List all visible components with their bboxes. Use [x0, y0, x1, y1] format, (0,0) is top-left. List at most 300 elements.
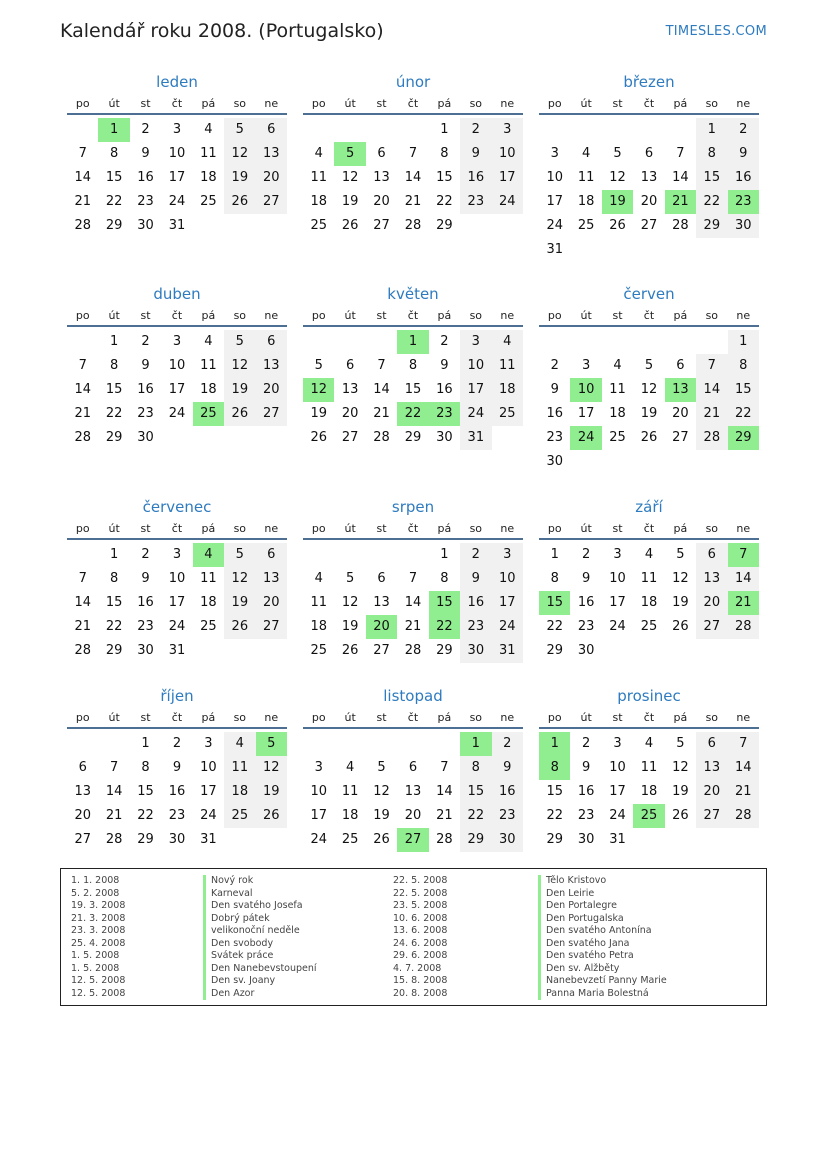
day-cell: 13: [640, 170, 658, 185]
day-cell: 6: [345, 358, 355, 373]
day-cell: 20: [256, 591, 287, 615]
day-cell: 4: [644, 736, 654, 751]
day-cell: 5: [224, 543, 255, 567]
weekday-label: út: [344, 97, 356, 110]
day-cell: 25: [492, 402, 523, 426]
day-cell: 23: [137, 194, 154, 209]
brand-link[interactable]: TIMESLES.COM: [665, 24, 767, 39]
day-cell: 18: [609, 406, 626, 421]
day-cell: 7: [408, 571, 418, 586]
weekday-label: čt: [643, 97, 655, 110]
month-calendar: [539, 497, 759, 663]
legend-date: 4. 7. 2008: [393, 962, 442, 974]
empty-day-cell: [397, 543, 428, 567]
day-cell: 19: [310, 406, 327, 421]
month-calendar: [67, 497, 287, 663]
day-cell: 14: [728, 567, 759, 591]
weekday-label: út: [108, 309, 120, 322]
weekday-label: čt: [407, 711, 419, 724]
day-cell: 3: [613, 736, 622, 751]
day-cell: 8: [109, 146, 119, 161]
day-cell: 7: [408, 146, 418, 161]
day-cell: 29: [137, 832, 154, 847]
day-cell: 24: [492, 190, 523, 214]
day-cell: 19: [224, 591, 255, 615]
legend-holiday-name: Nanebevzetí Panny Marie: [538, 975, 667, 988]
day-cell: 2: [440, 334, 449, 349]
day-cell: 29: [105, 218, 123, 233]
legend-holiday-name: Tělo Kristovo: [538, 875, 667, 888]
day-cell: 26: [672, 619, 689, 634]
day-cell: 14: [74, 595, 91, 610]
day-cell: 17: [168, 382, 186, 397]
legend-names-col-2: [538, 875, 667, 1000]
day-cell: 17: [492, 166, 523, 190]
day-cell: 6: [408, 760, 418, 775]
day-cell: 9: [460, 567, 491, 591]
day-cell: 15: [105, 382, 123, 397]
weekday-label: út: [580, 522, 592, 535]
day-cell: 10: [492, 142, 523, 166]
weekday-label: ne: [736, 97, 751, 110]
month-calendar: [303, 686, 523, 852]
day-cell: 2: [728, 118, 759, 142]
holiday-day-cell: 29: [728, 426, 759, 450]
legend-holiday-name: Den Portalegre: [538, 900, 667, 913]
day-grid: [67, 732, 287, 852]
month-name: prosinec: [617, 687, 681, 705]
day-cell: 13: [256, 354, 287, 378]
day-cell: 13: [696, 756, 727, 780]
day-cell: 27: [256, 190, 287, 214]
day-cell: 22: [728, 402, 759, 426]
legend-names-col-1: [203, 875, 317, 1000]
day-cell: 24: [168, 406, 186, 421]
day-cell: 28: [696, 426, 727, 450]
day-cell: 10: [609, 760, 626, 775]
day-grid: [303, 543, 523, 663]
weekday-header: [539, 306, 759, 327]
weekday-label: čt: [643, 309, 655, 322]
weekday-label: čt: [171, 522, 183, 535]
day-cell: 21: [373, 406, 390, 421]
month-name: květen: [387, 285, 439, 303]
day-cell: 18: [310, 619, 327, 634]
holiday-day-cell: 1: [460, 732, 491, 756]
day-cell: 17: [577, 406, 595, 421]
day-cell: 3: [314, 760, 323, 775]
weekday-label: po: [547, 522, 562, 535]
legend-date: 15. 8. 2008: [393, 975, 448, 986]
legend-date: 12. 5. 2008: [71, 975, 126, 986]
weekday-label: po: [547, 309, 562, 322]
day-cell: 7: [440, 760, 449, 775]
empty-day-cell: [665, 330, 696, 354]
day-cell: 23: [137, 619, 154, 634]
day-cell: 9: [460, 142, 491, 166]
day-cell: 21: [696, 402, 727, 426]
day-cell: 31: [168, 218, 186, 233]
day-cell: 21: [105, 808, 123, 823]
day-cell: 20: [341, 406, 359, 421]
day-grid: [303, 732, 523, 852]
day-cell: 5: [644, 358, 654, 373]
month-name: listopad: [383, 687, 443, 705]
legend-date: 23. 5. 2008: [393, 900, 448, 911]
day-cell: 4: [314, 146, 323, 161]
day-cell: 13: [373, 170, 390, 185]
weekday-label: so: [469, 309, 483, 322]
weekday-header: [303, 708, 523, 729]
weekday-header: [539, 519, 759, 540]
weekday-label: ne: [736, 711, 751, 724]
legend-date: 1. 5. 2008: [71, 962, 120, 974]
legend-date: 10. 6. 2008: [393, 912, 448, 924]
day-cell: 1: [440, 122, 449, 137]
weekday-header: [303, 519, 523, 540]
day-cell: 19: [672, 784, 689, 799]
day-cell: 12: [224, 354, 255, 378]
day-cell: 27: [341, 430, 359, 445]
legend-date: 23. 3. 2008: [71, 925, 126, 936]
weekday-label: pá: [673, 309, 688, 322]
day-cell: 30: [137, 430, 154, 445]
empty-day-cell: [570, 118, 601, 142]
day-cell: 13: [404, 784, 422, 799]
day-cell: 3: [550, 146, 559, 161]
legend-date: 29. 6. 2008: [393, 950, 448, 961]
empty-day-cell: [334, 732, 365, 756]
day-cell: 28: [404, 643, 422, 658]
day-cell: 18: [200, 595, 217, 610]
day-cell: 15: [105, 595, 123, 610]
day-cell: 24: [310, 832, 327, 847]
weekday-label: ne: [264, 522, 279, 535]
day-cell: 19: [672, 595, 689, 610]
day-cell: 26: [609, 218, 626, 233]
day-cell: 4: [492, 330, 523, 354]
day-cell: 27: [640, 218, 658, 233]
empty-day-cell: [570, 330, 601, 354]
weekday-label: so: [469, 522, 483, 535]
weekday-label: pá: [437, 522, 452, 535]
day-cell: 29: [460, 828, 491, 852]
weekday-label: ne: [500, 97, 515, 110]
holiday-day-cell: 5: [256, 732, 287, 756]
day-cell: 2: [460, 543, 491, 567]
day-cell: 9: [440, 358, 449, 373]
weekday-label: so: [705, 522, 719, 535]
holiday-day-cell: 27: [397, 828, 428, 852]
weekday-label: čt: [171, 97, 183, 110]
weekday-label: po: [311, 711, 326, 724]
day-cell: 12: [341, 170, 359, 185]
day-cell: 26: [224, 190, 255, 214]
weekday-label: ne: [736, 522, 751, 535]
day-cell: 9: [581, 760, 591, 775]
day-cell: 27: [373, 643, 390, 658]
weekday-label: po: [311, 309, 326, 322]
weekday-label: st: [140, 309, 151, 322]
empty-day-cell: [397, 118, 428, 142]
month-name: únor: [395, 73, 431, 91]
holiday-day-cell: 1: [98, 118, 129, 142]
day-cell: 1: [141, 736, 150, 751]
holiday-day-cell: 1: [397, 330, 428, 354]
day-cell: 19: [341, 194, 359, 209]
day-cell: 6: [377, 146, 386, 161]
day-cell: 23: [492, 804, 523, 828]
day-cell: 29: [436, 218, 453, 233]
holiday-day-cell: 21: [665, 190, 696, 214]
day-cell: 16: [137, 382, 154, 397]
day-cell: 17: [609, 784, 626, 799]
day-cell: 29: [404, 430, 422, 445]
day-cell: 28: [74, 218, 91, 233]
weekday-label: st: [140, 97, 151, 110]
day-grid: [539, 732, 759, 852]
day-cell: 5: [314, 358, 323, 373]
day-cell: 28: [373, 430, 390, 445]
day-cell: 15: [137, 784, 154, 799]
day-cell: 13: [341, 382, 359, 397]
day-cell: 3: [172, 547, 182, 562]
day-cell: 3: [492, 543, 523, 567]
weekday-header: [67, 306, 287, 327]
empty-day-cell: [334, 543, 365, 567]
day-cell: 7: [109, 760, 119, 775]
day-cell: 22: [546, 808, 563, 823]
holiday-day-cell: 23: [429, 402, 460, 426]
day-cell: 30: [492, 828, 523, 852]
day-cell: 12: [640, 382, 658, 397]
holiday-day-cell: 19: [602, 190, 633, 214]
holiday-day-cell: 23: [728, 190, 759, 214]
day-cell: 11: [224, 756, 255, 780]
day-cell: 27: [696, 804, 727, 828]
month-name: červenec: [142, 498, 212, 516]
legend-date: 24. 6. 2008: [393, 937, 448, 949]
legend-holiday-name: Nový rok: [203, 875, 317, 888]
day-cell: 26: [310, 430, 327, 445]
day-cell: 24: [200, 808, 217, 823]
day-cell: 8: [408, 358, 418, 373]
weekday-label: so: [233, 97, 247, 110]
day-cell: 30: [577, 643, 595, 658]
weekday-label: pá: [673, 522, 688, 535]
day-cell: 27: [672, 430, 689, 445]
weekday-header: [67, 519, 287, 540]
legend-holiday-name: Den svatého Josefa: [203, 900, 317, 913]
legend-date: 22. 5. 2008: [393, 887, 448, 899]
day-cell: 20: [404, 808, 422, 823]
page-title: Kalendář roku 2008. (Portugalsko): [60, 20, 384, 42]
day-cell: 20: [696, 780, 727, 804]
day-cell: 13: [256, 142, 287, 166]
day-cell: 17: [609, 595, 626, 610]
day-cell: 1: [109, 547, 119, 562]
holiday-day-cell: 4: [193, 543, 224, 567]
day-cell: 26: [672, 808, 689, 823]
day-cell: 13: [256, 567, 287, 591]
empty-day-cell: [539, 118, 570, 142]
day-cell: 4: [345, 760, 355, 775]
day-cell: 23: [460, 615, 491, 639]
weekday-label: čt: [171, 309, 183, 322]
day-cell: 10: [609, 571, 626, 586]
day-cell: 18: [577, 194, 595, 209]
day-cell: 2: [550, 358, 559, 373]
legend-date: 1. 5. 2008: [71, 950, 120, 961]
day-cell: 9: [172, 760, 182, 775]
day-cell: 29: [436, 643, 453, 658]
day-cell: 15: [105, 170, 123, 185]
month-calendar: [303, 497, 523, 663]
day-cell: 5: [377, 760, 386, 775]
weekday-label: čt: [171, 711, 183, 724]
holiday-day-cell: 15: [429, 591, 460, 615]
day-cell: 17: [200, 784, 217, 799]
empty-day-cell: [303, 732, 334, 756]
day-cell: 20: [256, 378, 287, 402]
day-cell: 23: [460, 190, 491, 214]
day-cell: 8: [109, 571, 119, 586]
day-cell: 19: [224, 166, 255, 190]
day-cell: 21: [74, 619, 91, 634]
empty-day-cell: [366, 118, 397, 142]
day-cell: 30: [168, 832, 186, 847]
day-cell: 29: [105, 430, 123, 445]
weekday-label: čt: [643, 711, 655, 724]
empty-day-cell: [602, 330, 633, 354]
weekday-label: pá: [437, 97, 452, 110]
month-calendar: [67, 284, 287, 450]
day-cell: 16: [436, 382, 453, 397]
day-cell: 2: [172, 736, 182, 751]
day-cell: 16: [577, 784, 595, 799]
day-cell: 26: [256, 804, 287, 828]
legend-holiday-name: Svátek práce: [203, 950, 317, 963]
day-cell: 22: [105, 406, 123, 421]
day-cell: 25: [310, 643, 327, 658]
day-cell: 22: [105, 619, 123, 634]
day-cell: 14: [373, 382, 390, 397]
day-cell: 29: [546, 643, 563, 658]
weekday-label: pá: [201, 522, 216, 535]
weekday-label: ne: [264, 711, 279, 724]
day-cell: 14: [436, 784, 453, 799]
day-cell: 9: [492, 756, 523, 780]
day-cell: 2: [141, 547, 150, 562]
weekday-label: út: [108, 711, 120, 724]
legend-holiday-name: Den Portugalska: [538, 913, 667, 926]
day-cell: 5: [676, 547, 685, 562]
day-cell: 29: [105, 643, 123, 658]
day-cell: 23: [168, 808, 186, 823]
day-cell: 21: [74, 194, 91, 209]
day-cell: 28: [74, 643, 91, 658]
day-cell: 31: [492, 639, 523, 663]
day-cell: 9: [141, 146, 150, 161]
day-cell: 1: [728, 330, 759, 354]
weekday-label: so: [233, 522, 247, 535]
day-cell: 8: [460, 756, 491, 780]
day-cell: 1: [550, 547, 559, 562]
day-cell: 15: [546, 784, 563, 799]
day-cell: 14: [74, 170, 91, 185]
day-cell: 28: [105, 832, 123, 847]
day-grid: [67, 118, 287, 238]
legend-holiday-name: Den svatého Antonína: [538, 925, 667, 938]
day-grid: [539, 118, 759, 262]
day-cell: 2: [460, 118, 491, 142]
legend-date: 13. 6. 2008: [393, 925, 448, 936]
day-cell: 3: [613, 547, 622, 562]
weekday-label: so: [705, 309, 719, 322]
day-cell: 28: [672, 218, 689, 233]
weekday-label: čt: [407, 309, 419, 322]
holiday-day-cell: 12: [303, 378, 334, 402]
day-cell: 23: [577, 619, 595, 634]
day-cell: 6: [696, 732, 727, 756]
day-cell: 19: [224, 378, 255, 402]
weekday-header: [67, 94, 287, 115]
day-cell: 21: [436, 808, 453, 823]
day-cell: 25: [200, 619, 217, 634]
day-cell: 7: [78, 571, 87, 586]
day-cell: 20: [672, 406, 689, 421]
month-calendar: [67, 72, 287, 238]
day-cell: 20: [74, 808, 91, 823]
month-name: duben: [153, 285, 201, 303]
day-cell: 20: [256, 166, 287, 190]
legend-holiday-name: Den Azor: [203, 988, 317, 1001]
day-cell: 3: [581, 358, 591, 373]
day-cell: 14: [672, 170, 689, 185]
day-cell: 21: [404, 619, 422, 634]
day-cell: 27: [74, 832, 91, 847]
weekday-header: [539, 94, 759, 115]
day-cell: 3: [460, 330, 491, 354]
weekday-header: [303, 94, 523, 115]
month-name: leden: [156, 73, 198, 91]
day-cell: 4: [314, 571, 323, 586]
day-cell: 5: [613, 146, 622, 161]
holiday-day-cell: 25: [193, 402, 224, 426]
day-cell: 18: [310, 194, 327, 209]
day-cell: 14: [728, 756, 759, 780]
weekday-label: so: [469, 711, 483, 724]
day-cell: 4: [613, 358, 622, 373]
day-cell: 18: [640, 595, 658, 610]
day-cell: 10: [492, 567, 523, 591]
day-cell: 15: [460, 780, 491, 804]
holiday-day-cell: 15: [539, 591, 570, 615]
holiday-day-cell: 22: [429, 615, 460, 639]
day-cell: 27: [256, 615, 287, 639]
weekday-label: út: [344, 309, 356, 322]
day-cell: 8: [440, 571, 449, 586]
weekday-label: st: [376, 97, 387, 110]
day-cell: 9: [141, 571, 150, 586]
legend-date: 20. 8. 2008: [393, 987, 448, 999]
day-cell: 27: [696, 615, 727, 639]
day-cell: 16: [546, 406, 563, 421]
holiday-day-cell: 5: [334, 142, 365, 166]
day-cell: 16: [492, 780, 523, 804]
day-cell: 6: [696, 543, 727, 567]
day-cell: 25: [577, 218, 595, 233]
